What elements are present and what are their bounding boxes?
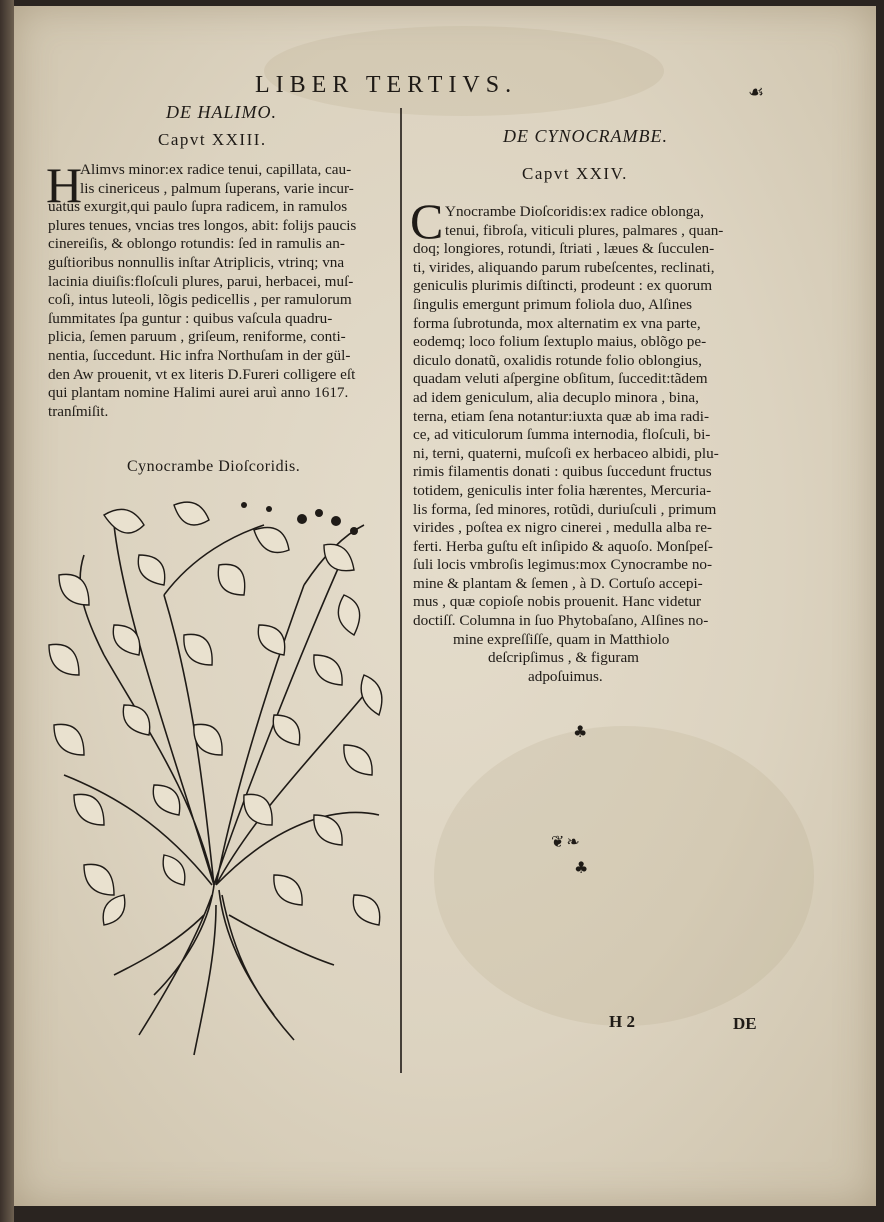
- text-line: lis forma, ſed minores, rotũdi, duriuſculi , primum: [413, 500, 717, 518]
- text-line: ti, virides, aliquando parum rubeſcentes, reclinati,: [413, 258, 715, 276]
- paper-stain: [434, 726, 814, 1026]
- text-line: cinereiſis, & oblongo rotundis: ſed in ramulis an-: [48, 235, 345, 253]
- text-line: uatus exurgit,qui paulo ſupra radicem, in ramulos: [48, 198, 348, 216]
- text-line: deſcripſimus , & figuram: [488, 649, 639, 667]
- cynocrambe-woodcut-illustration: [44, 495, 396, 1065]
- signature-mark: H 2: [609, 1012, 635, 1031]
- text-line: forma ſubrotunda, mox alternatim ex vna parte,: [413, 314, 701, 332]
- book-spine: [0, 0, 14, 1222]
- right-dropcap: C: [410, 193, 444, 249]
- text-line: mine & plantam & ſemen , à D. Cortuſo accepi-: [413, 574, 703, 592]
- text-line: mus , quæ copioſe nobis prouenit. Hanc videtur: [413, 593, 702, 611]
- left-dropcap: H: [46, 157, 83, 213]
- text-line: Ynocrambe Dioſcoridis:ex radice oblonga,: [445, 203, 704, 220]
- text-line: plicia, ſemen paruum , griſeum, reniforme, conti-: [48, 328, 346, 346]
- text-line: doctiſſ. Columna in ſuo Phytobaſano, Alſines no-: [413, 612, 709, 630]
- left-section-title: DE HALIMO.: [166, 102, 277, 122]
- text-line: terna, etiam ſena notantur:iuxta quæ ab ima radi-: [413, 407, 710, 425]
- text-line: nentia, ſuccedunt. Hic infra Northuſam in der gül-: [48, 346, 351, 364]
- text-line: rimis filamentis donati : quibus ſuccedunt fructus: [413, 463, 712, 481]
- text-line: geniculis plurimis diſtincti, prodeunt : ex quorum: [413, 277, 713, 295]
- text-line: virides , poſtea ex nigro cinerei , medulla alba re-: [413, 519, 712, 537]
- text-line: plures tenues, vncias tres longos, abit: folijs paucis: [48, 216, 357, 234]
- text-line: tranſmiſit.: [48, 402, 109, 420]
- text-line: quadam veluti aſpergine obſitum, ſuccedit:tãdem: [413, 370, 708, 388]
- text-line: lis cinericeus , palmum ſuperans, varie incur-: [80, 179, 354, 197]
- right-section-title: DE CYNOCRAMBE.: [503, 126, 668, 146]
- page-ornament-icon: ☙: [748, 82, 765, 103]
- text-line: guſtioribus nonnullis inſtar Atriplicis, vtrinq; vna: [48, 253, 345, 271]
- text-line: lacinia diuiſis:floſculi plures, parui, herbacei, muſ-: [48, 272, 354, 290]
- fleuron-icon: ❦❧: [551, 832, 582, 851]
- right-chapter-heading: Capvt XXIV.: [522, 164, 628, 183]
- text-line: coſi, intus luteoli, lõgis pedicellis , per ramulorum: [48, 291, 352, 309]
- text-line: ferti. Herba guſtu eſt inſipido & aquoſo. Monſpeſ-: [413, 537, 713, 555]
- text-line: adpoſuimus.: [528, 667, 603, 685]
- text-line: totidem, geniculis inter folia hærentes, Mercuria-: [413, 481, 712, 499]
- text-line: ſummitates ſpa guntur : quibus vaſcula quadru-: [48, 309, 333, 327]
- column-divider: [400, 108, 402, 1073]
- text-line: mine expreſſiſſe, quam in Matthiolo: [453, 630, 670, 648]
- text-line: Alimvs minor:ex radice tenui, capillata, cau-: [80, 161, 352, 178]
- right-body-text: [413, 203, 723, 686]
- text-line: eodemq; loco folium ſextuplo maius, oblõgo pe-: [413, 333, 707, 351]
- left-chapter-heading: Capvt XXIII.: [158, 130, 267, 149]
- figure-caption: Cynocrambe Dioſcoridis.: [127, 458, 301, 475]
- text-line: den Aw prouenit, vt ex literis D.Fureri colligere eſt: [48, 365, 356, 383]
- running-title: LIBER TERTIVS.: [255, 72, 518, 98]
- text-line: ce, ad viticulorum ſumma internodia, floſculi, bi-: [413, 426, 711, 444]
- left-body-text: [46, 157, 357, 421]
- text-line: qui plantam nomine Halimi aurei aruì anno 1617.: [48, 384, 349, 402]
- text-line: tenui, fibroſa, viticuli plures, palmares , quan-: [445, 221, 724, 239]
- paper-stain: [264, 26, 664, 116]
- text-line: ni, terni, quaterni, muſcoſi ex herbaceo albidi, plu-: [413, 444, 719, 462]
- catchword: DE: [733, 1014, 757, 1033]
- ornament-icon: ♣: [574, 858, 589, 877]
- text-line: ad idem geniculum, alia decuplo minora , bina,: [413, 388, 699, 406]
- ornament-icon: ♣: [573, 722, 588, 741]
- text-line: doq; longiores, rotundi, ſtriati , læues & ſucculen-: [413, 240, 715, 258]
- text-line: ſingulis emergunt primum foliola duo, Alſines: [413, 295, 692, 313]
- text-line: diculo donatũ, oxalidis rotunde folio oblongius,: [413, 351, 702, 369]
- text-line: ſuli locis vmbroſis legimus:mox Cynocrambe no-: [413, 556, 713, 574]
